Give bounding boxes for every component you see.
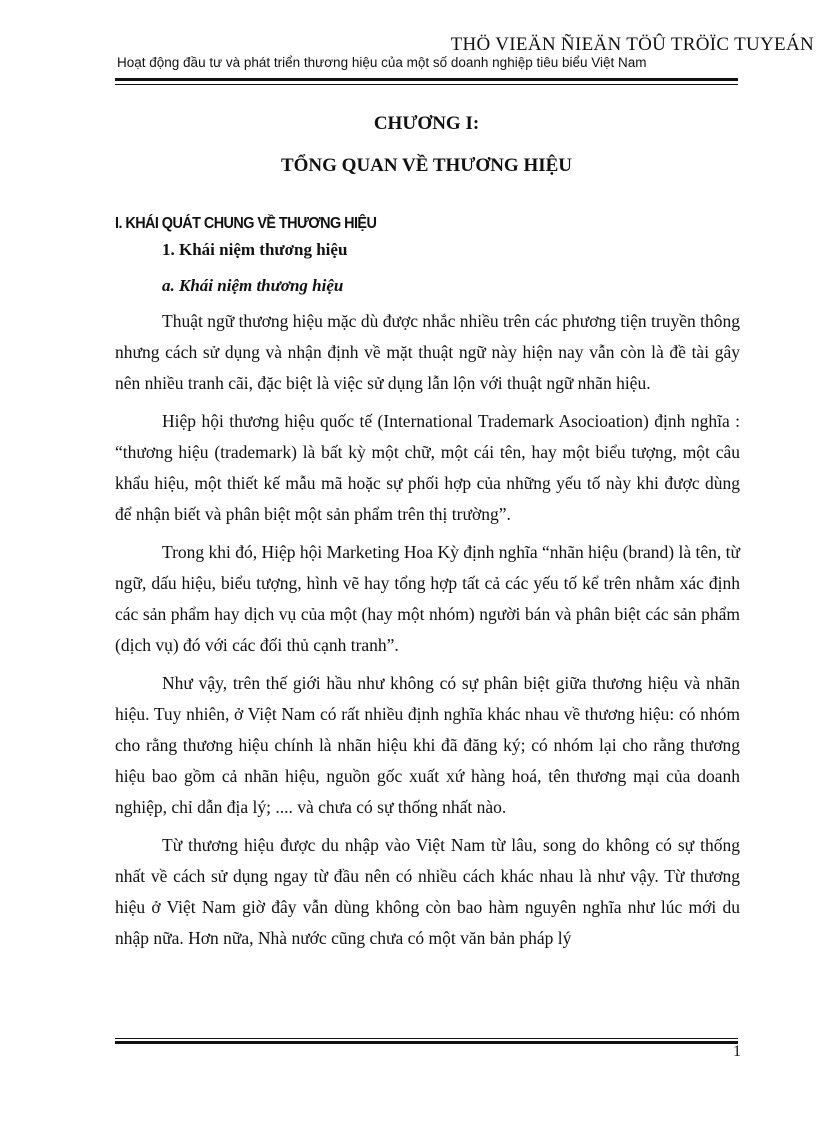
paragraph-2: Hiệp hội thương hiệu quốc tế (International Trademark Asocioation) định nghĩa : “thương hiệu (trademark) là bất kỳ một chữ, một cái tên, hay một biểu tượng, một câu khẩu hiệu, một thiết kế mẫu mã hoặc sự phối hợp của những yếu tố này khi được dùng để nhận biết và phân biệt một sản phẩm trên thị trường”. — [115, 411, 740, 524]
running-header: Hoạt động đầu tư và phát triển thương hiệu của một số doanh nghiệp tiêu biểu Việt Nam — [117, 55, 647, 70]
chapter-title: TỔNG QUAN VỀ THƯƠNG HIỆU — [280, 155, 573, 176]
paragraph-5: Từ thương hiệu được du nhập vào Việt Nam từ lâu, song do không có sự thống nhất về cách sử dụng ngay từ đầu nên có nhiều cách khác nhau là như vậy. Từ thương hiệu ở Việt Nam giờ đây vẫn dùng không còn bao hàm nguyên nghĩa như lúc mới du nhập nữa. Hơn nữa, Nhà nước cũng chưa có một văn bản pháp lý — [115, 835, 740, 948]
paragraph-4: Như vậy, trên thế giới hầu như không có sự phân biệt giữa thương hiệu và nhãn hiệu. Tuy nhiên, ở Việt Nam có rất nhiều định nghĩa khác nhau về thương hiệu: có nhóm cho rằng thương hiệu chính là nhãn hiệu khi đã đăng ký; có nhóm lại cho rằng thương hiệu bao gồm cả nhãn hiệu, nguồn gốc xuất xứ hàng hoá, tên thương mại của doanh nghiệp, chỉ dẫn địa lý; .... và chưa có sự thống nhất nào. — [115, 673, 740, 817]
subsubsection-heading: a. Khái niệm thương hiệu — [162, 276, 344, 295]
footer-rule-thick — [115, 1041, 738, 1044]
paragraph-3: Trong khi đó, Hiệp hội Marketing Hoa Kỳ định nghĩa “nhãn hiệu (brand) là tên, từ ngữ, dấu hiệu, biểu tượng, hình vẽ hay tổng hợp tất cả các yếu tố kể trên nhằm xác định các sản phẩm hay dịch vụ của một (hay một nhóm) người bán và phân biệt các sản phẩm (dịch vụ) đó với các đối thủ cạnh tranh”. — [115, 542, 740, 655]
watermark-text: THÖ VIEÄN ÑIEÄN TÖÛ TRÖÏC TUYEÁN — [450, 34, 814, 55]
subsection-heading: 1. Khái niệm thương hiệu — [162, 240, 348, 259]
footer-rule-thin — [115, 1038, 738, 1039]
section-heading: I. KHÁI QUÁT CHUNG VỀ THƯƠNG HIỆU — [115, 215, 377, 232]
header-rule-thick — [115, 78, 738, 81]
body-text — [115, 306, 740, 961]
chapter-label: CHƯƠNG I: — [373, 113, 480, 134]
page-number: 1 — [733, 1043, 741, 1060]
header-rule-thin — [115, 84, 738, 85]
paragraph-1: Thuật ngữ thương hiệu mặc dù được nhắc nhiều trên các phương tiện truyền thông nhưng cách sử dụng và nhận định về mặt thuật ngữ này hiện nay vẫn còn là đề tài gây nên nhiều tranh cãi, đặc biệt là việc sử dụng lẫn lộn với thuật ngữ nhãn hiệu. — [115, 311, 740, 393]
